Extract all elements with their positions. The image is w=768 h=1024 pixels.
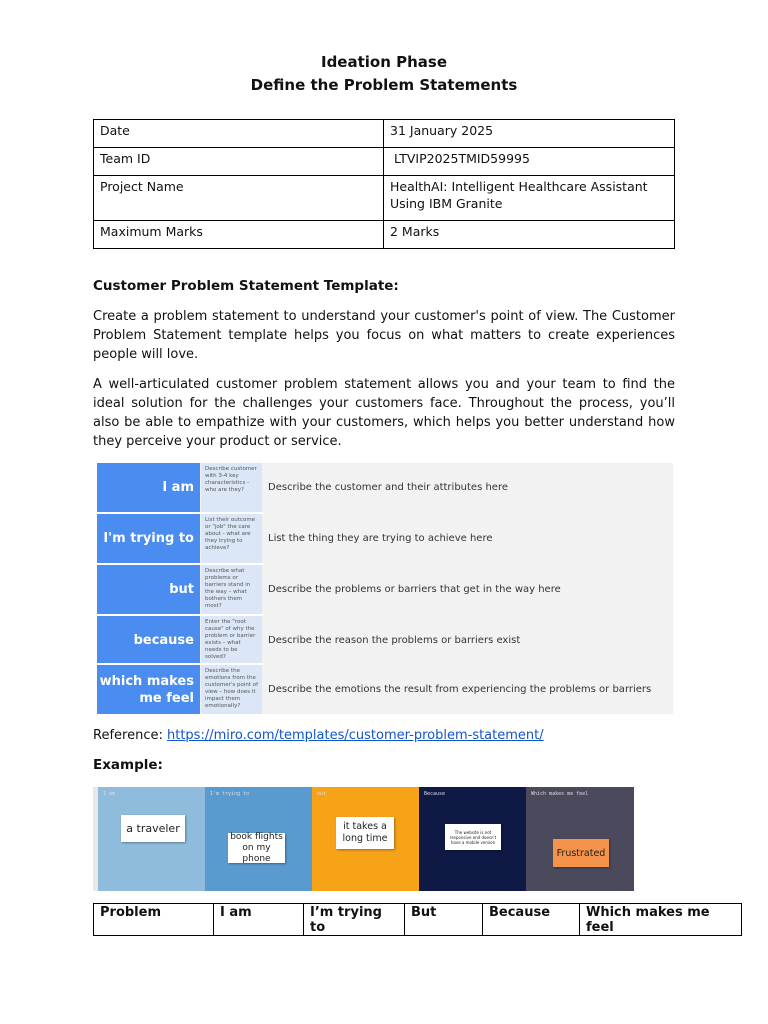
section-heading-cps: Customer Problem Statement Template:	[93, 278, 399, 294]
column-header: Problem	[94, 904, 214, 936]
problem-statement-template-graphic	[97, 463, 673, 714]
project-info-table	[93, 119, 675, 249]
sticky-note: it takes a long time	[336, 817, 394, 849]
sticky-note: The website is not responsive and doesn't have a mobile version	[445, 824, 501, 850]
column-header: But	[405, 904, 483, 936]
column-header: I am	[214, 904, 304, 936]
template-row-trying-to	[97, 514, 673, 563]
info-value-max-marks: 2 Marks	[384, 221, 675, 249]
example-column-because	[419, 787, 526, 891]
template-hint: Describe what problems or barriers stand in the way – what bothers them most?	[201, 565, 262, 614]
info-label-date: Date	[94, 120, 384, 148]
info-label-team-id: Team ID	[94, 148, 384, 176]
template-description: Describe the emotions the result from experiencing the problems or barriers	[268, 684, 652, 695]
sticky-note: a traveler	[121, 815, 185, 842]
template-hint: List their outcome or "job" the care about - what are they trying to achieve?	[201, 514, 262, 563]
info-label-max-marks: Maximum Marks	[94, 221, 384, 249]
table-row	[94, 148, 675, 176]
table-row	[94, 221, 675, 249]
template-description: Describe the customer and their attributes here	[268, 482, 508, 493]
paragraph-intro: Create a problem statement to understand your customer's point of view. The Customer Problem Statement template helps you focus on what matters to create experiences people will love.	[93, 309, 675, 362]
template-label: I'm trying to	[97, 514, 200, 563]
template-label: but	[97, 565, 200, 614]
example-column-but	[312, 787, 419, 891]
table-row	[94, 904, 742, 936]
template-label: because	[97, 616, 200, 665]
page-title: Ideation Phase	[320, 53, 448, 71]
template-label: I am	[97, 463, 200, 512]
example-caption: Because	[424, 791, 446, 797]
table-row	[94, 176, 675, 221]
sticky-note: Frustrated	[553, 839, 609, 867]
template-hint: Describe the emotions from the customer's point of view – how does it impact them emotionally?	[201, 665, 262, 714]
template-description: Describe the problems or barriers that get in the way here	[268, 584, 561, 595]
column-header: I’m trying to	[304, 904, 405, 936]
reference-label: Reference:	[93, 728, 167, 743]
table-row	[94, 120, 675, 148]
template-row-i-am	[97, 463, 673, 512]
template-description: Describe the reason the problems or barriers exist	[268, 635, 521, 646]
example-caption: but	[317, 791, 327, 797]
template-label: which makes me feel	[97, 665, 200, 714]
section-heading-example: Example:	[93, 757, 163, 773]
sticky-note: book flights on my phone	[228, 833, 285, 863]
info-value-date: 31 January 2025	[384, 120, 675, 148]
example-graphic	[93, 787, 634, 891]
info-value-team-id: LTVIP2025TMID59995	[384, 148, 675, 176]
template-row-because	[97, 616, 673, 665]
reference-line	[93, 728, 544, 743]
example-column-trying-to	[205, 787, 312, 891]
info-value-project-name: HealthAI: Intelligent Healthcare Assistant Using IBM Granite	[384, 176, 675, 221]
example-caption: I'm trying to	[210, 791, 250, 797]
column-header: Which makes me feel	[580, 904, 742, 936]
example-column-feel	[526, 787, 634, 891]
problem-statement-table	[93, 903, 742, 936]
example-caption: I am	[103, 791, 116, 797]
reference-link[interactable]: https://miro.com/templates/customer-problem-statement/	[166, 728, 544, 743]
example-column-i-am	[98, 787, 205, 891]
page-subtitle: Define the Problem Statements	[250, 76, 518, 94]
template-description: List the thing they are trying to achieve here	[268, 533, 493, 544]
template-row-feel	[97, 665, 673, 714]
example-caption: Which makes me feel	[531, 791, 589, 797]
template-hint: Describe customer with 3-4 key characteristics - who are they?	[201, 463, 262, 512]
info-label-project-name: Project Name	[94, 176, 384, 221]
template-hint: Enter the "root cause" of why the problem or barrier exists – what needs to be solved?	[201, 616, 262, 665]
column-header: Because	[483, 904, 580, 936]
template-row-but	[97, 565, 673, 614]
paragraph-detail: A well-articulated customer problem statement allows you and your team to find the ideal solution for the challenges your customers face. Throughout the process, you’ll also be able to empathize with your customers, which helps you better understand how they perceive your product or service.	[93, 377, 675, 449]
